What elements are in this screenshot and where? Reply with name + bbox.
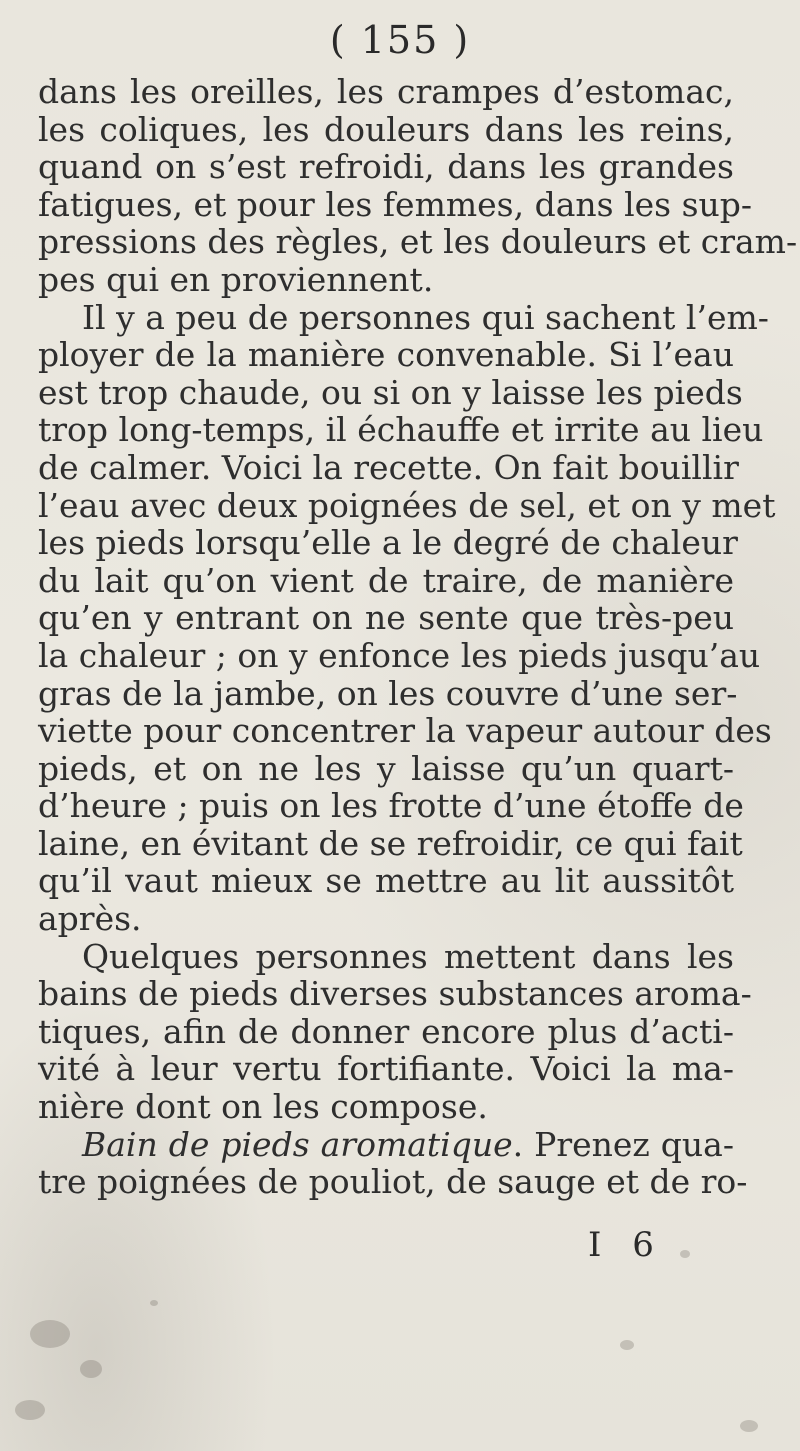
text-line: pieds, et on ne les y laisse qu’un quart-: [38, 748, 734, 788]
foxing-speck: [15, 1400, 45, 1420]
text-line: les coliques, les douleurs dans les reins,: [38, 109, 734, 149]
foxing-speck: [620, 1340, 634, 1350]
text-line-recipe: [38, 1126, 734, 1164]
text-line: dans les oreilles, les crampes d’estomac,: [38, 72, 734, 111]
signature-mark: I 6: [588, 1225, 664, 1265]
foxing-speck: [30, 1320, 70, 1348]
recipe-text: . Prenez qua-: [512, 1124, 734, 1164]
body-text: [38, 72, 798, 1202]
text-line: bains de pieds diverses substances aroma-: [38, 974, 752, 1014]
text-line: fatigues, et pour les femmes, dans les sup-: [38, 184, 753, 224]
text-line: laine, en évitant de se refroidir, ce qui fait: [38, 823, 743, 863]
text-line: après.: [38, 899, 142, 939]
text-line: d’heure ; puis on les frotte d’une étoffe de: [38, 786, 744, 826]
text-line: Il y a peu de personnes qui sachent l’em-: [82, 297, 769, 337]
text-line: trop long-temps, il échauffe et irrite au lieu: [38, 410, 764, 450]
text-line: quand on s’est refroidi, dans les grandes: [38, 147, 734, 187]
text-line: qu’en y entrant on ne sente que très-peu: [38, 598, 734, 638]
text-line: tre poignées de pouliot, de sauge et de ro-: [38, 1162, 748, 1202]
text-line: pes qui en proviennent.: [38, 259, 434, 299]
text-line: du lait qu’on vient de traire, de manière: [38, 560, 734, 600]
text-line: ployer de la manière convenable. Si l’eau: [38, 335, 734, 375]
text-line: tiques, afin de donner encore plus d’acti-: [38, 1011, 734, 1051]
text-line: la chaleur ; on y enfonce les pieds jusqu’au: [38, 635, 761, 675]
recipe-title: Bain de pieds aromatique: [82, 1124, 513, 1164]
foxing-speck: [150, 1300, 158, 1306]
text-line: l’eau avec deux poignées de sel, et on y met: [38, 485, 776, 525]
foxing-speck: [740, 1420, 758, 1432]
text-line: Quelques personnes mettent dans les: [82, 936, 734, 976]
text-line: pressions des règles, et les douleurs et cram-: [38, 222, 798, 262]
text-line: les pieds lorsqu’elle a le degré de chaleur: [38, 523, 738, 563]
text-line: vité à leur vertu fortifiante. Voici la ma-: [38, 1049, 734, 1089]
text-line: qu’il vaut mieux se mettre au lit aussitôt: [38, 861, 734, 901]
foxing-speck: [80, 1360, 102, 1378]
foxing-speck: [680, 1250, 690, 1258]
text-line: de calmer. Voici la recette. On fait bouillir: [38, 447, 739, 487]
text-line: viette pour concentrer la vapeur autour des: [38, 711, 772, 751]
text-line: est trop chaude, ou si on y laisse les pieds: [38, 372, 743, 412]
page-number-header: ( 155 ): [329, 18, 471, 62]
text-line: nière dont on les compose.: [38, 1087, 488, 1127]
text-line: gras de la jambe, on les couvre d’une ser-: [38, 673, 738, 713]
